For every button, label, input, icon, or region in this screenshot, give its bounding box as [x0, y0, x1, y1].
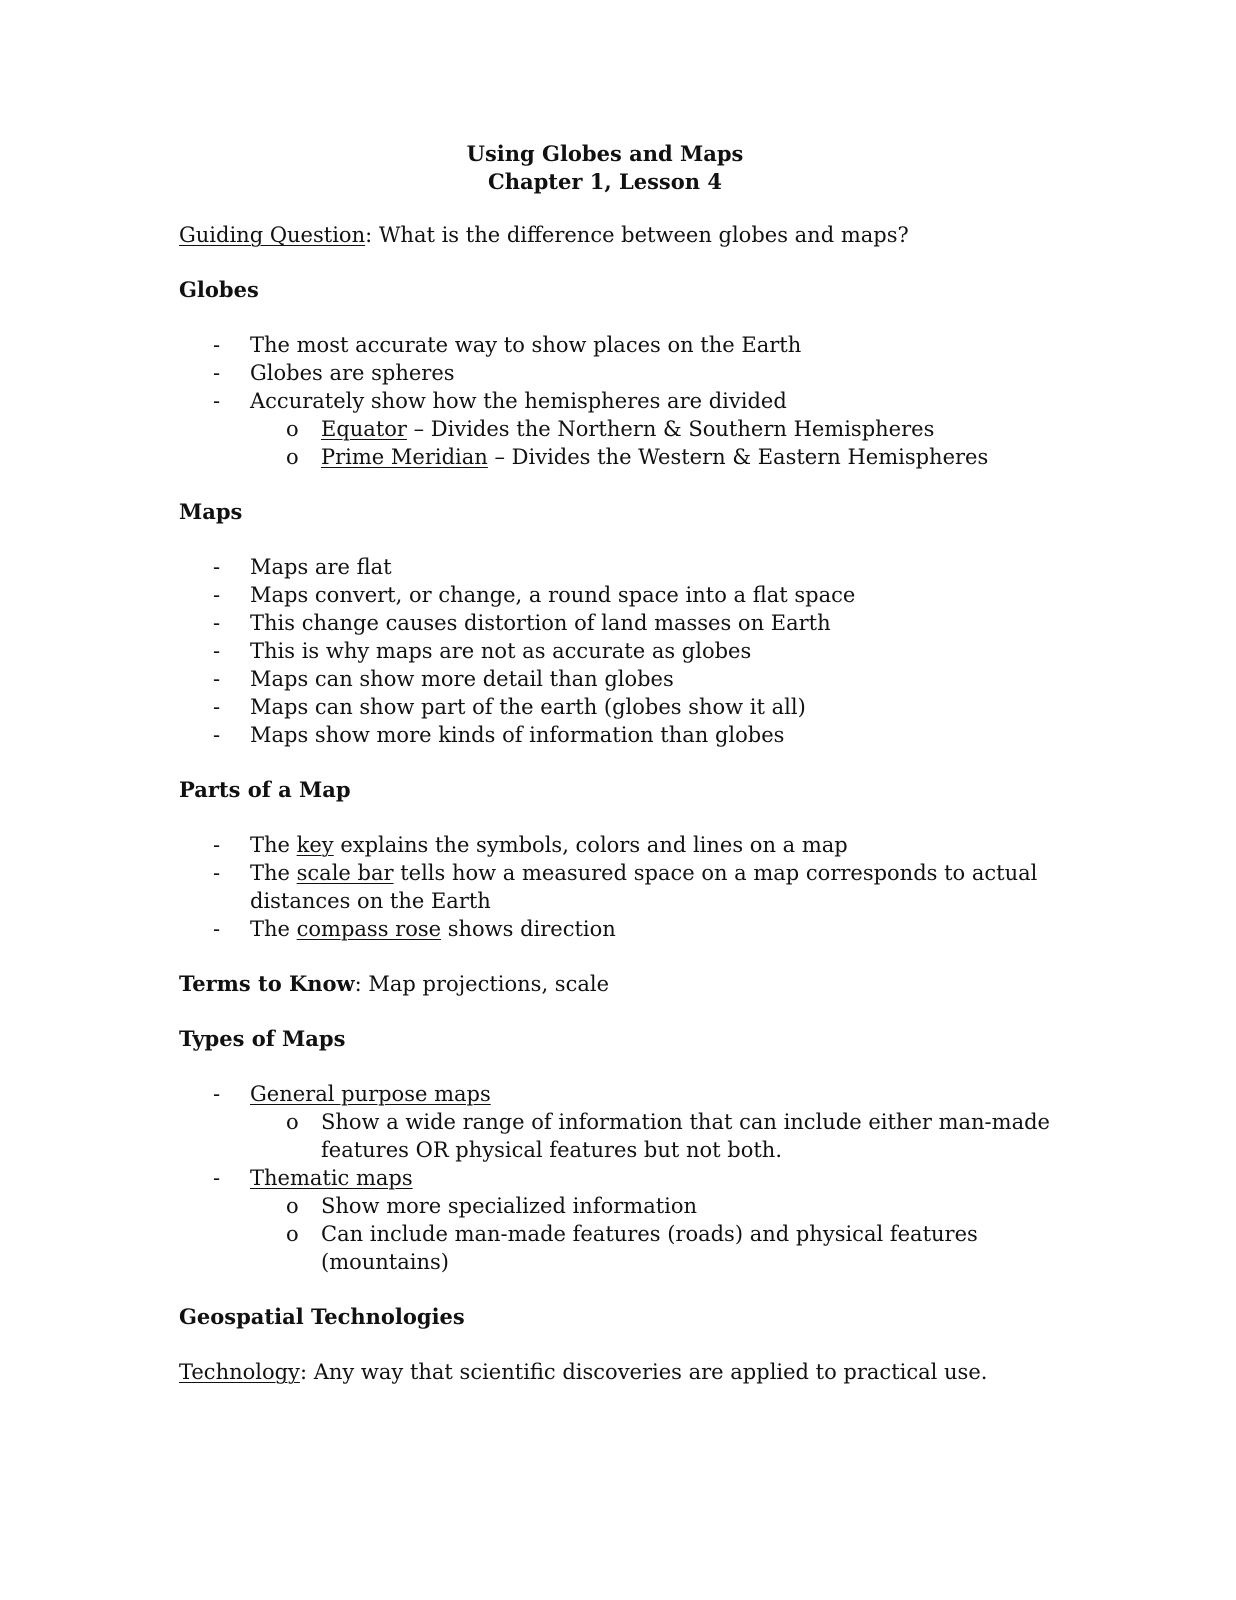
key-term: key	[296, 833, 334, 857]
sublist-item	[250, 415, 1059, 443]
terms-label: Terms to Know	[179, 971, 355, 996]
item-pre: The	[250, 833, 297, 857]
item-post: tells how a measured space on a map corresponds to actual distances on the Earth	[250, 861, 1038, 913]
document-title	[179, 140, 1031, 196]
list-item: - This change causes distortion of land masses on Earth	[179, 609, 1059, 637]
maps-heading: Maps	[179, 499, 243, 524]
equator-text: – Divides the Northern & Southern Hemispheres	[406, 417, 935, 441]
list-item: - Maps can show part of the earth (globes show it all)	[179, 693, 1059, 721]
list-item	[179, 1080, 1059, 1164]
parts-list	[179, 831, 1059, 943]
thematic-maps-label: Thematic maps	[250, 1166, 413, 1190]
list-item	[179, 831, 1059, 859]
guiding-question-text: : What is the difference between globes and maps?	[365, 223, 909, 247]
list-item: - Globes are spheres	[179, 359, 1059, 387]
guiding-question-label: Guiding Question	[179, 223, 366, 247]
item-post: shows direction	[441, 917, 616, 941]
list-item	[179, 915, 1059, 943]
document-page	[179, 140, 1059, 1386]
list-item: - Maps are flat	[179, 553, 1059, 581]
list-item: - The most accurate way to show places on the Earth	[179, 331, 1059, 359]
item-pre: The	[250, 861, 297, 885]
general-purpose-maps-label: General purpose maps	[250, 1082, 491, 1106]
technology-definition	[179, 1358, 1059, 1386]
maps-list	[179, 553, 1059, 749]
sublist-item	[250, 443, 1059, 471]
general-sublist	[250, 1108, 1059, 1164]
geospatial-heading: Geospatial Technologies	[179, 1304, 465, 1329]
item-pre: The	[250, 917, 297, 941]
prime-meridian-term: Prime Meridian	[321, 445, 488, 469]
list-item: - Maps show more kinds of information than globes	[179, 721, 1059, 749]
scale-bar-term: scale bar	[296, 861, 394, 885]
types-list	[179, 1080, 1059, 1276]
globes-list	[179, 331, 1059, 471]
technology-text: : Any way that scientific discoveries are applied to practical use.	[299, 1360, 988, 1384]
list-item: - Maps can show more detail than globes	[179, 665, 1059, 693]
title-line-1: Using Globes and Maps	[466, 141, 744, 166]
item-post: explains the symbols, colors and lines on a map	[333, 833, 848, 857]
prime-meridian-text: – Divides the Western & Eastern Hemispheres	[487, 445, 989, 469]
list-item: - This is why maps are not as accurate as globes	[179, 637, 1059, 665]
terms-to-know	[179, 970, 1059, 998]
technology-label: Technology	[179, 1360, 300, 1384]
list-item	[179, 1164, 1059, 1276]
list-item	[179, 387, 1059, 471]
thematic-sublist	[250, 1192, 1059, 1276]
guiding-question	[179, 221, 1059, 249]
types-heading: Types of Maps	[179, 1026, 346, 1051]
title-line-2: Chapter 1, Lesson 4	[488, 169, 722, 194]
parts-heading: Parts of a Map	[179, 777, 351, 802]
sublist-item: o Can include man-made features (roads) and physical features (mountains)	[250, 1220, 1059, 1276]
equator-term: Equator	[321, 417, 407, 441]
list-item: - Maps convert, or change, a round space into a flat space	[179, 581, 1059, 609]
globes-heading: Globes	[179, 277, 259, 302]
list-item-text: Accurately show how the hemispheres are divided	[250, 389, 787, 413]
compass-rose-term: compass rose	[296, 917, 442, 941]
terms-text: : Map projections, scale	[354, 972, 609, 996]
list-item	[179, 859, 1059, 915]
sublist-item: o Show a wide range of information that can include either man-made features OR physical features but not both.	[250, 1108, 1059, 1164]
sublist-item: o Show more specialized information	[250, 1192, 1059, 1220]
hemisphere-sublist	[250, 415, 1059, 471]
